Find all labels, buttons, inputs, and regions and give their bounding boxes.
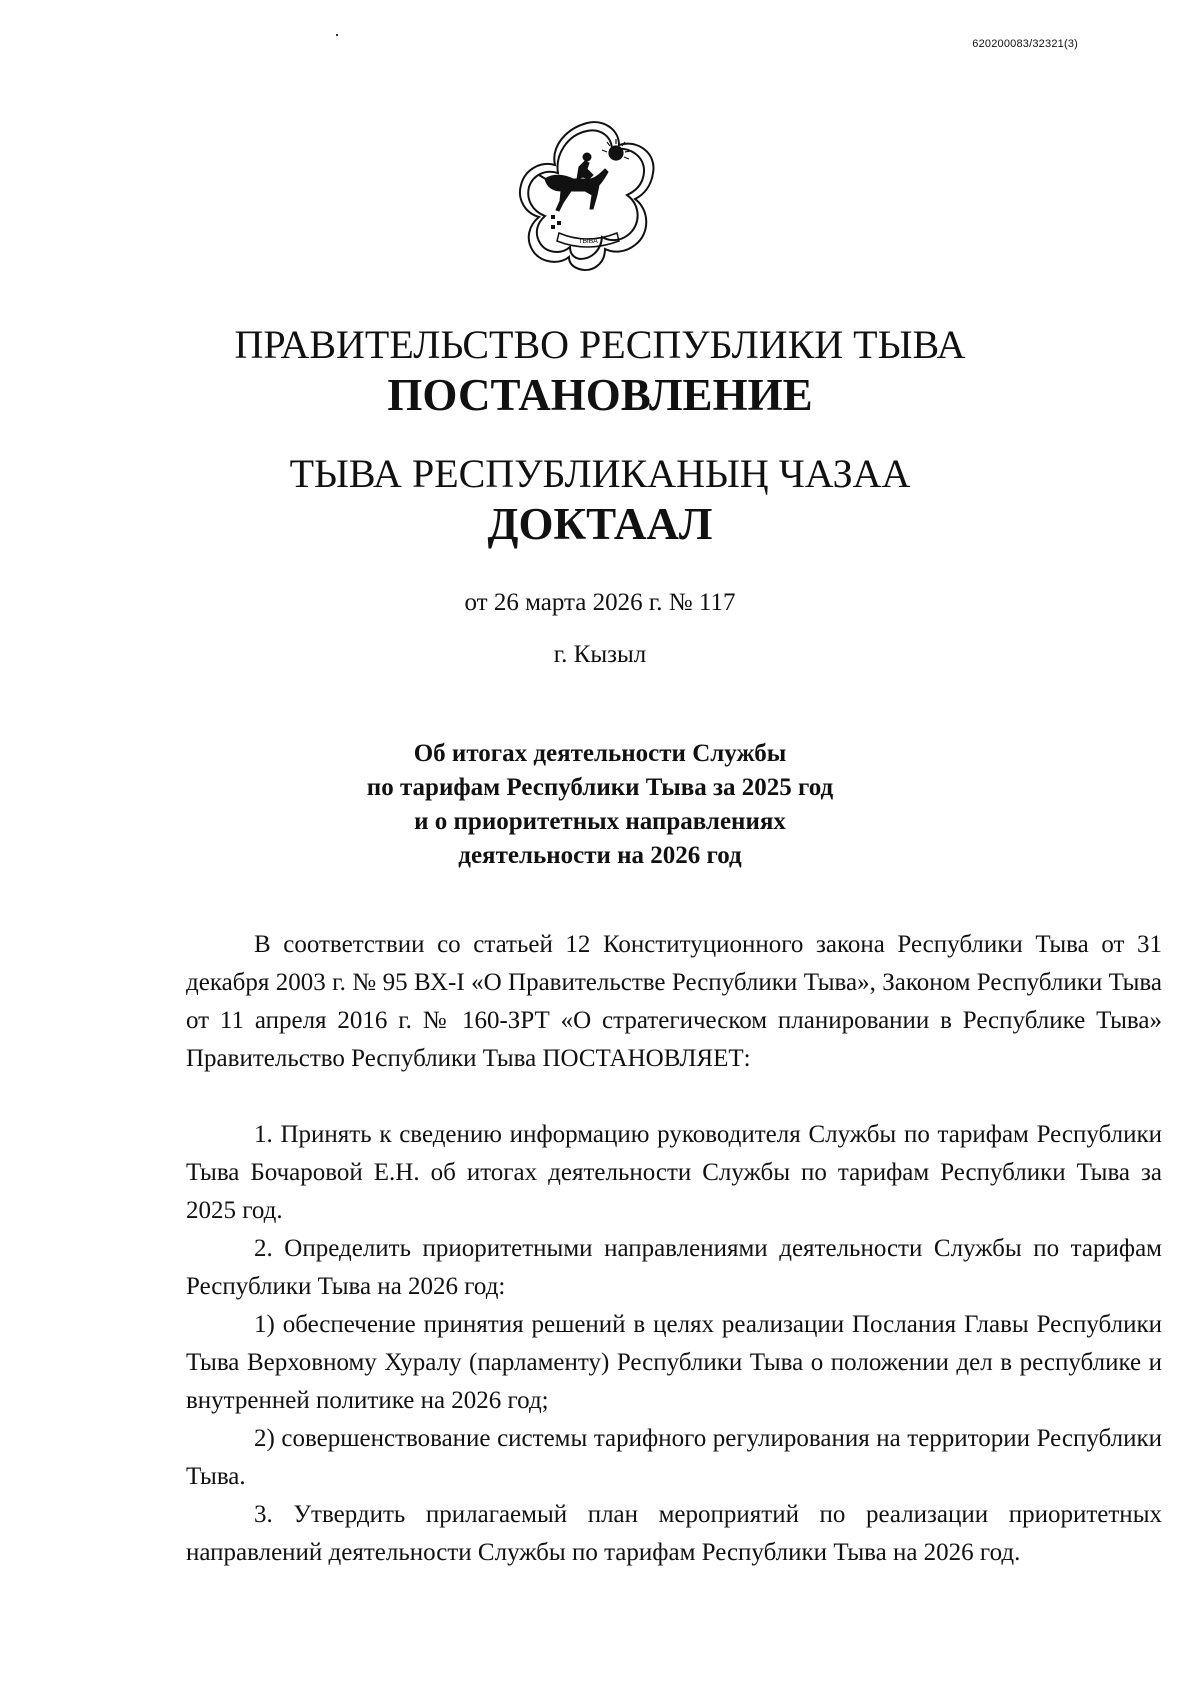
document-date-number: от 26 марта 2026 г. № 117 <box>464 589 736 616</box>
government-title-tyv: ТЫВА РЕСПУБЛИКАНЫҢ ЧАЗАА <box>289 451 911 496</box>
document-city: г. Кызыл <box>553 641 647 668</box>
clause-2-paragraph: 2. Определить приоритетными направлениями деятельности Службы по тарифам Республики Тыва на 2026 год: <box>186 1235 1162 1300</box>
subject-line: и о приоритетных направлениях <box>414 808 786 835</box>
document-kind-ru: ПОСТАНОВЛЕНИЕ <box>387 370 813 420</box>
subject-line: по тарифам Республики Тыва за 2025 год <box>366 774 834 801</box>
document-kind-tyv: ДОКТААЛ <box>487 499 713 549</box>
coat-of-arms-emblem-icon <box>513 117 661 275</box>
scan-speck <box>336 34 338 36</box>
subject-line: деятельности на 2026 год <box>458 842 742 869</box>
document-subject <box>0 737 1200 873</box>
emblem-ribbon-text: ТЫВА <box>578 238 598 245</box>
clause-3-paragraph: 3. Утвердить прилагаемый план мероприятий по реализации приоритетных направлений деятельности Службы по тарифам Республики Тыва на 2026 год. <box>186 1501 1162 1566</box>
document-registration-number: 620200083/32321(3) <box>972 38 1078 50</box>
government-title-ru: ПРАВИТЕЛЬСТВО РЕСПУБЛИКИ ТЫВА <box>234 322 966 367</box>
subject-line: Об итогах деятельности Службы <box>413 740 787 767</box>
clause-1-paragraph: 1. Принять к сведению информацию руководителя Службы по тарифам Республики Тыва Бочаровой Е.Н. об итогах деятельности Службы по тарифам Республики Тыва за 2025 год. <box>186 1121 1162 1224</box>
clause-2-item-1: 1) обеспечение принятия решений в целях реализации Послания Главы Республики Тыва Верховному Хуралу (парламенту) Республики Тыва о положении дел в республике и внутренней политике на 2026 год; <box>186 1311 1162 1414</box>
clause-2-item-2: 2) совершенствование системы тарифного регулирования на территории Республики Тыва. <box>186 1425 1162 1490</box>
preamble-paragraph: В соответствии со статьей 12 Конституционного закона Республики Тыва от 31 декабря 2003 г. № 95 ВХ-I «О Правительстве Республики Тыва», Законом Республики Тыва от 11 апреля 2016 г. № 160-ЗРТ «О стратегическом планировании в Республике Тыва» Правительство Республики Тыва ПОСТАНОВЛЯЕТ: <box>186 931 1162 1072</box>
document-body <box>186 926 1162 1572</box>
